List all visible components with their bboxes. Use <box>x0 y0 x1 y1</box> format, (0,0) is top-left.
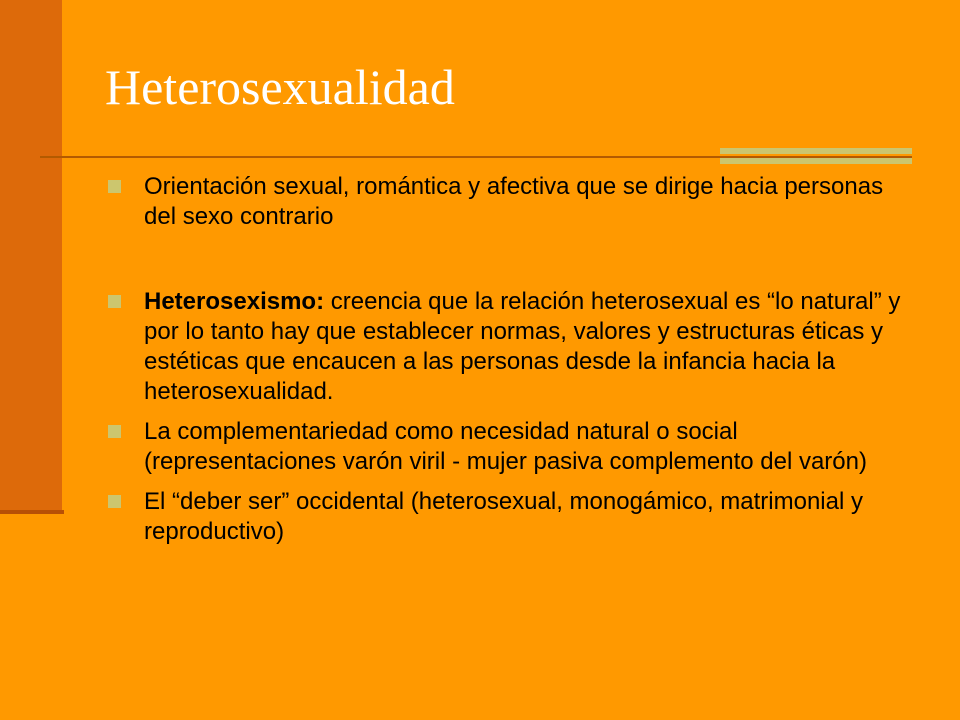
bullet-item-complementariedad <box>108 417 908 477</box>
bullet-text: creencia que la relación heterosexual es “lo natural” y por lo tanto hay que establecer normas, valores y estructuras éticas y estéticas que encaucen a las personas desde la infancia hacia la heterosexualidad. <box>144 288 901 405</box>
bullet-item-orientation <box>108 172 908 232</box>
bullet-item-heterosexismo <box>108 287 908 407</box>
slide-title: Heterosexualidad <box>105 59 455 115</box>
bullet-text: Orientación sexual, romántica y afectiva que se dirige hacia personas del sexo contrario <box>144 173 884 230</box>
left-band-bottom-edge <box>0 510 64 514</box>
bullet-square-icon <box>108 425 121 438</box>
bullet-list <box>108 172 908 557</box>
accent-bar-top <box>720 148 912 154</box>
bullet-square-icon <box>108 295 121 308</box>
accent-bar-bottom <box>720 158 912 164</box>
left-decorative-band <box>0 0 62 512</box>
bullet-square-icon <box>108 495 121 508</box>
bullet-text: La complementariedad como necesidad natural o social (representaciones varón viril - mujer pasiva complemento del varón) <box>144 418 867 475</box>
bullet-item-deber-ser <box>108 487 908 547</box>
bullet-term: Heterosexismo: <box>144 288 325 315</box>
bullet-text: El “deber ser” occidental (heterosexual, monogámico, matrimonial y reproductivo) <box>144 488 863 545</box>
bullet-square-icon <box>108 180 121 193</box>
